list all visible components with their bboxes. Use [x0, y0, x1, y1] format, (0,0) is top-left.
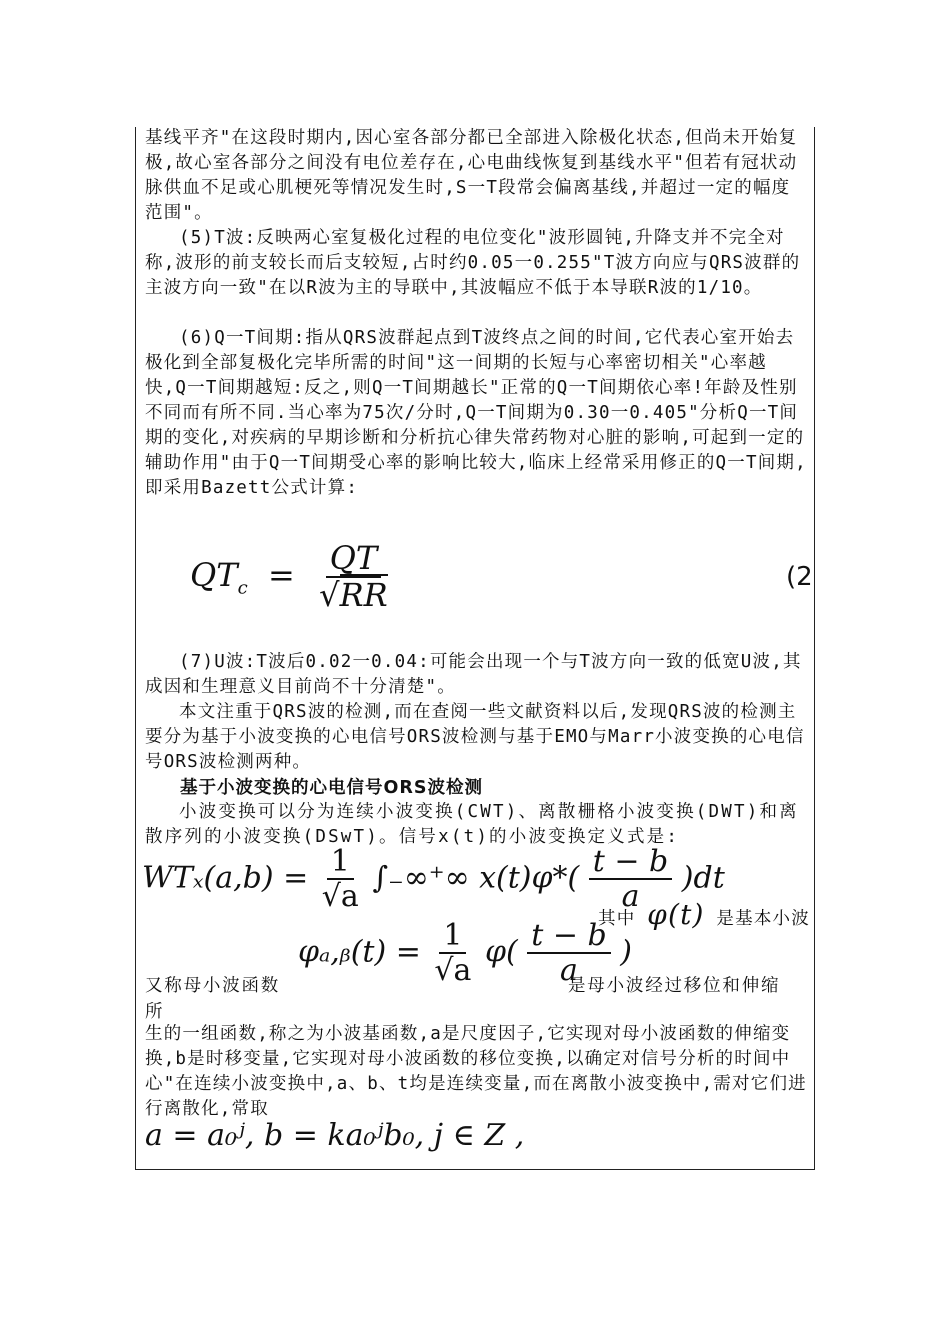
- paragraph-u-wave: (7)U波:T波后0.02一0.04:可能会出现一个与T波方向一致的低宽U波,其成因和生理意义目前尚不十分清楚"。: [145, 652, 802, 697]
- paragraph-baseline: 基线平齐"在这段时期内,因心室各部分都已全部进入除极化状态,但尚未开始复极,故心室各部分之间没有电位差存在,心电曲线恢复到基线水平"但若有冠状动脉供血不足或心肌梗死等情况发生时,S一T段常会偏离基线,并超过一定的幅度范围"。: [145, 128, 798, 223]
- wt-frac-num: 1: [327, 846, 354, 880]
- phi-symbol: φ(t): [647, 898, 705, 931]
- phiab-lhs: φₐ,ᵦ(t) =: [298, 934, 431, 970]
- wt-end: )dt: [681, 860, 725, 896]
- paragraph-qrs-intro: 本文注重于QRS波的检测,而在查阅一些文献资料以后,发现QRS波的检测主要分为基于小波变换的心电信号ORS波检测与基于EMO与Marr小波变换的心电信号ORS波检测两种。: [145, 702, 805, 772]
- phiab-inner-num: t − b: [527, 920, 610, 954]
- wt-frac-den: √a: [321, 878, 359, 914]
- paragraph-wavelet-basis: 生的一组函数,称之为小波基函数,a是尺度因子,它实现对母小波函数的伸缩变换,b是时移变量,它实现对母小波函数的移位变换,以确定对信号分析的时间中心"在连续小波变换中,a、b、t均是连续变量,而在离散小波变换中,需对它们进行离散化,常取: [145, 1024, 807, 1119]
- discretization-formula: a = a₀ʲ, b = ka₀ʲb₀, j ∈ Z ,: [145, 1118, 525, 1153]
- paragraph-t-wave: (5)T波:反映两心室复极化过程的电位变化"波形圆钝,升降支并不完全对称,波形的前支较长而后支较短,占时约0.05一0.255"T波方向应与QRS波群的主波方向一致"在以R波为主的导联中,其波幅应不低于本导联R波的1/10。: [145, 228, 801, 298]
- paragraph-wavelet-intro: 小波变换可以分为连续小波变换(CWT)、离散栅格小波变换(DWT)和离散序列的小波变换(DSwT)。信号x(t)的小波变换定义式是:: [145, 802, 799, 847]
- wt-lhs: WTₓ(a,b) =: [142, 860, 318, 896]
- phiab-den: √a: [434, 952, 472, 988]
- wt-inner-num: t − b: [589, 846, 672, 880]
- phiab-num: 1: [439, 920, 466, 954]
- qizhong-text: 其中: [598, 909, 636, 929]
- mother-wavelet-text: 又称母小波函数: [145, 976, 281, 996]
- qtc-subscript: c: [237, 577, 248, 599]
- qtc-lhs: QT: [190, 555, 238, 594]
- section-heading: 基于小波变换的心电信号ORS波检测: [180, 778, 483, 798]
- equation-number: (2: [786, 562, 813, 592]
- paragraph-qt-interval: (6)Q一T间期:指从QRS波群起点到T波终点之间的时间,它代表心室开始去极化到全部复极化完毕所需的时间"这一间期的长短与心率密切相关"心率越快,Q一T间期越短:反之,则Q一T间期越长"正常的Q一T间期依心率!年龄及性别不同而有所不同.当心率为75次/分时,Q一T间期为0.30一0.405"分析Q一T间期的变化,对疾病的早期诊断和分析抗心律失常药物对心脏的影响,可起到一定的辅助作用"由于Q一T间期受心率的影响比较大,临床上经常采用修正的Q一T间期,即采用Bazett公式计算:: [145, 328, 807, 498]
- phiab-inner-den: a: [560, 952, 578, 988]
- phiab-mid: φ(: [484, 934, 518, 970]
- bazett-formula: $QT_c$ = $\frac{QT}{√RR}$: [190, 539, 388, 614]
- phiab-end: ): [620, 934, 632, 970]
- qtc-numerator: QT: [326, 542, 382, 578]
- suo-text: 所: [145, 1002, 163, 1022]
- wt-inner-den: a: [621, 878, 640, 914]
- shift-scale-text: 是母小波经过移位和伸缩: [568, 976, 781, 996]
- qtc-denominator: RR: [339, 575, 388, 614]
- wt-integral: ∫₋∞⁺∞ x(t)φ*(: [372, 860, 580, 896]
- basic-wavelet-text: 是基本小波: [716, 909, 810, 929]
